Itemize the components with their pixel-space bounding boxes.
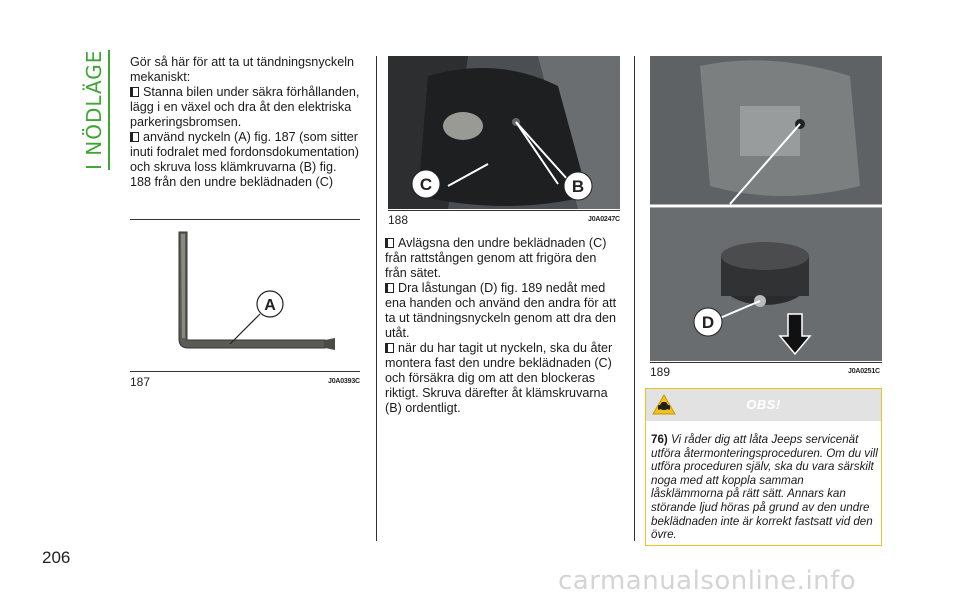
figure-189-label-d: D — [701, 313, 715, 332]
bullet-icon — [385, 283, 394, 293]
section-tab-rule — [108, 50, 110, 170]
bullet-item: använd nyckeln (A) fig. 187 (som sitter inuti fodralet med fordonsdokumentation) och skruva loss klämkruvarna (B) fig. 188 från den undre beklädnaden (C) — [130, 130, 359, 189]
figure-187-code: J0A0393C — [328, 378, 360, 385]
section-tab-label: I NÖDLÄGE — [82, 49, 106, 170]
intro-paragraph: Gör så här för att ta ut tändningsnyckeln mekaniskt: — [130, 55, 355, 84]
obs-title: OBS! — [746, 397, 781, 412]
steering-column-photo — [388, 56, 620, 209]
figure-187-bottom-rule — [130, 371, 360, 372]
column-divider-2 — [634, 56, 635, 541]
lock-tongue-photo — [650, 56, 882, 361]
watermark-text: carmanualsonline.info — [558, 566, 857, 596]
bullet-item: när du har tagit ut nyckeln, ska du åter montera fast den undre beklädnaden (C) och försäkra dig om att den blockeras riktigt. Skruva därefter åt klämskruvarna (B) ordentligt. — [385, 341, 613, 415]
bullet-item: Stanna bilen under säkra förhållanden, lägg i en växel och dra åt den elektriska parkeringsbromsen. — [130, 85, 360, 129]
bullet-icon — [130, 87, 139, 97]
column-2-text — [385, 236, 621, 416]
figure-187-label-a: A — [264, 297, 276, 314]
figure-188-label-b: B — [571, 177, 585, 196]
figure-187-caption: 187 — [130, 375, 151, 389]
figure-189-image — [650, 56, 882, 361]
column-divider-1 — [376, 56, 377, 541]
bullet-item: Dra låstungan (D) fig. 189 nedåt med ena handen och använd den andra för att ta ut tändningsnyckeln genom att dra den utåt. — [385, 281, 617, 340]
bullet-icon — [385, 238, 394, 248]
figure-189-caption: 189 — [650, 365, 671, 379]
figure-187-image — [130, 222, 360, 368]
figure-188-image — [388, 56, 620, 209]
figure-188-caption: 188 — [388, 213, 409, 227]
section-tab — [82, 49, 110, 170]
obs-header — [646, 389, 881, 421]
obs-note-box — [645, 388, 882, 546]
figure-188-bottom-rule — [388, 210, 620, 211]
figure-189-bottom-rule — [650, 362, 882, 363]
figure-188-code: J0A0247C — [588, 216, 620, 223]
figure-187-top-rule — [130, 219, 360, 220]
figure-188-label-c: C — [419, 175, 433, 194]
figure-189-code: J0A0251C — [848, 368, 880, 375]
bullet-item: Avlägsna den undre beklädnaden (C) från rattstången genom att frigöra den från sätet. — [385, 236, 607, 280]
bullet-icon — [130, 132, 139, 142]
bullet-icon — [385, 343, 394, 353]
obs-text — [651, 433, 879, 542]
obs-note-number: 76) — [651, 433, 668, 446]
obs-body: Vi råder dig att låta Jeeps servicenät utföra återmonteringsproceduren. Om du vill utföra proceduren själv, ska du vara särskilt noga med att koppla samman låsklämmorna på rätt sätt. Annars kan störande ljud höras på grund av den undre beklädnaden inte är korrekt fastsatt vid den övre. — [651, 433, 878, 542]
column-1-text — [130, 55, 360, 190]
page-number: 206 — [42, 548, 71, 567]
key-tool-drawing — [130, 222, 360, 368]
